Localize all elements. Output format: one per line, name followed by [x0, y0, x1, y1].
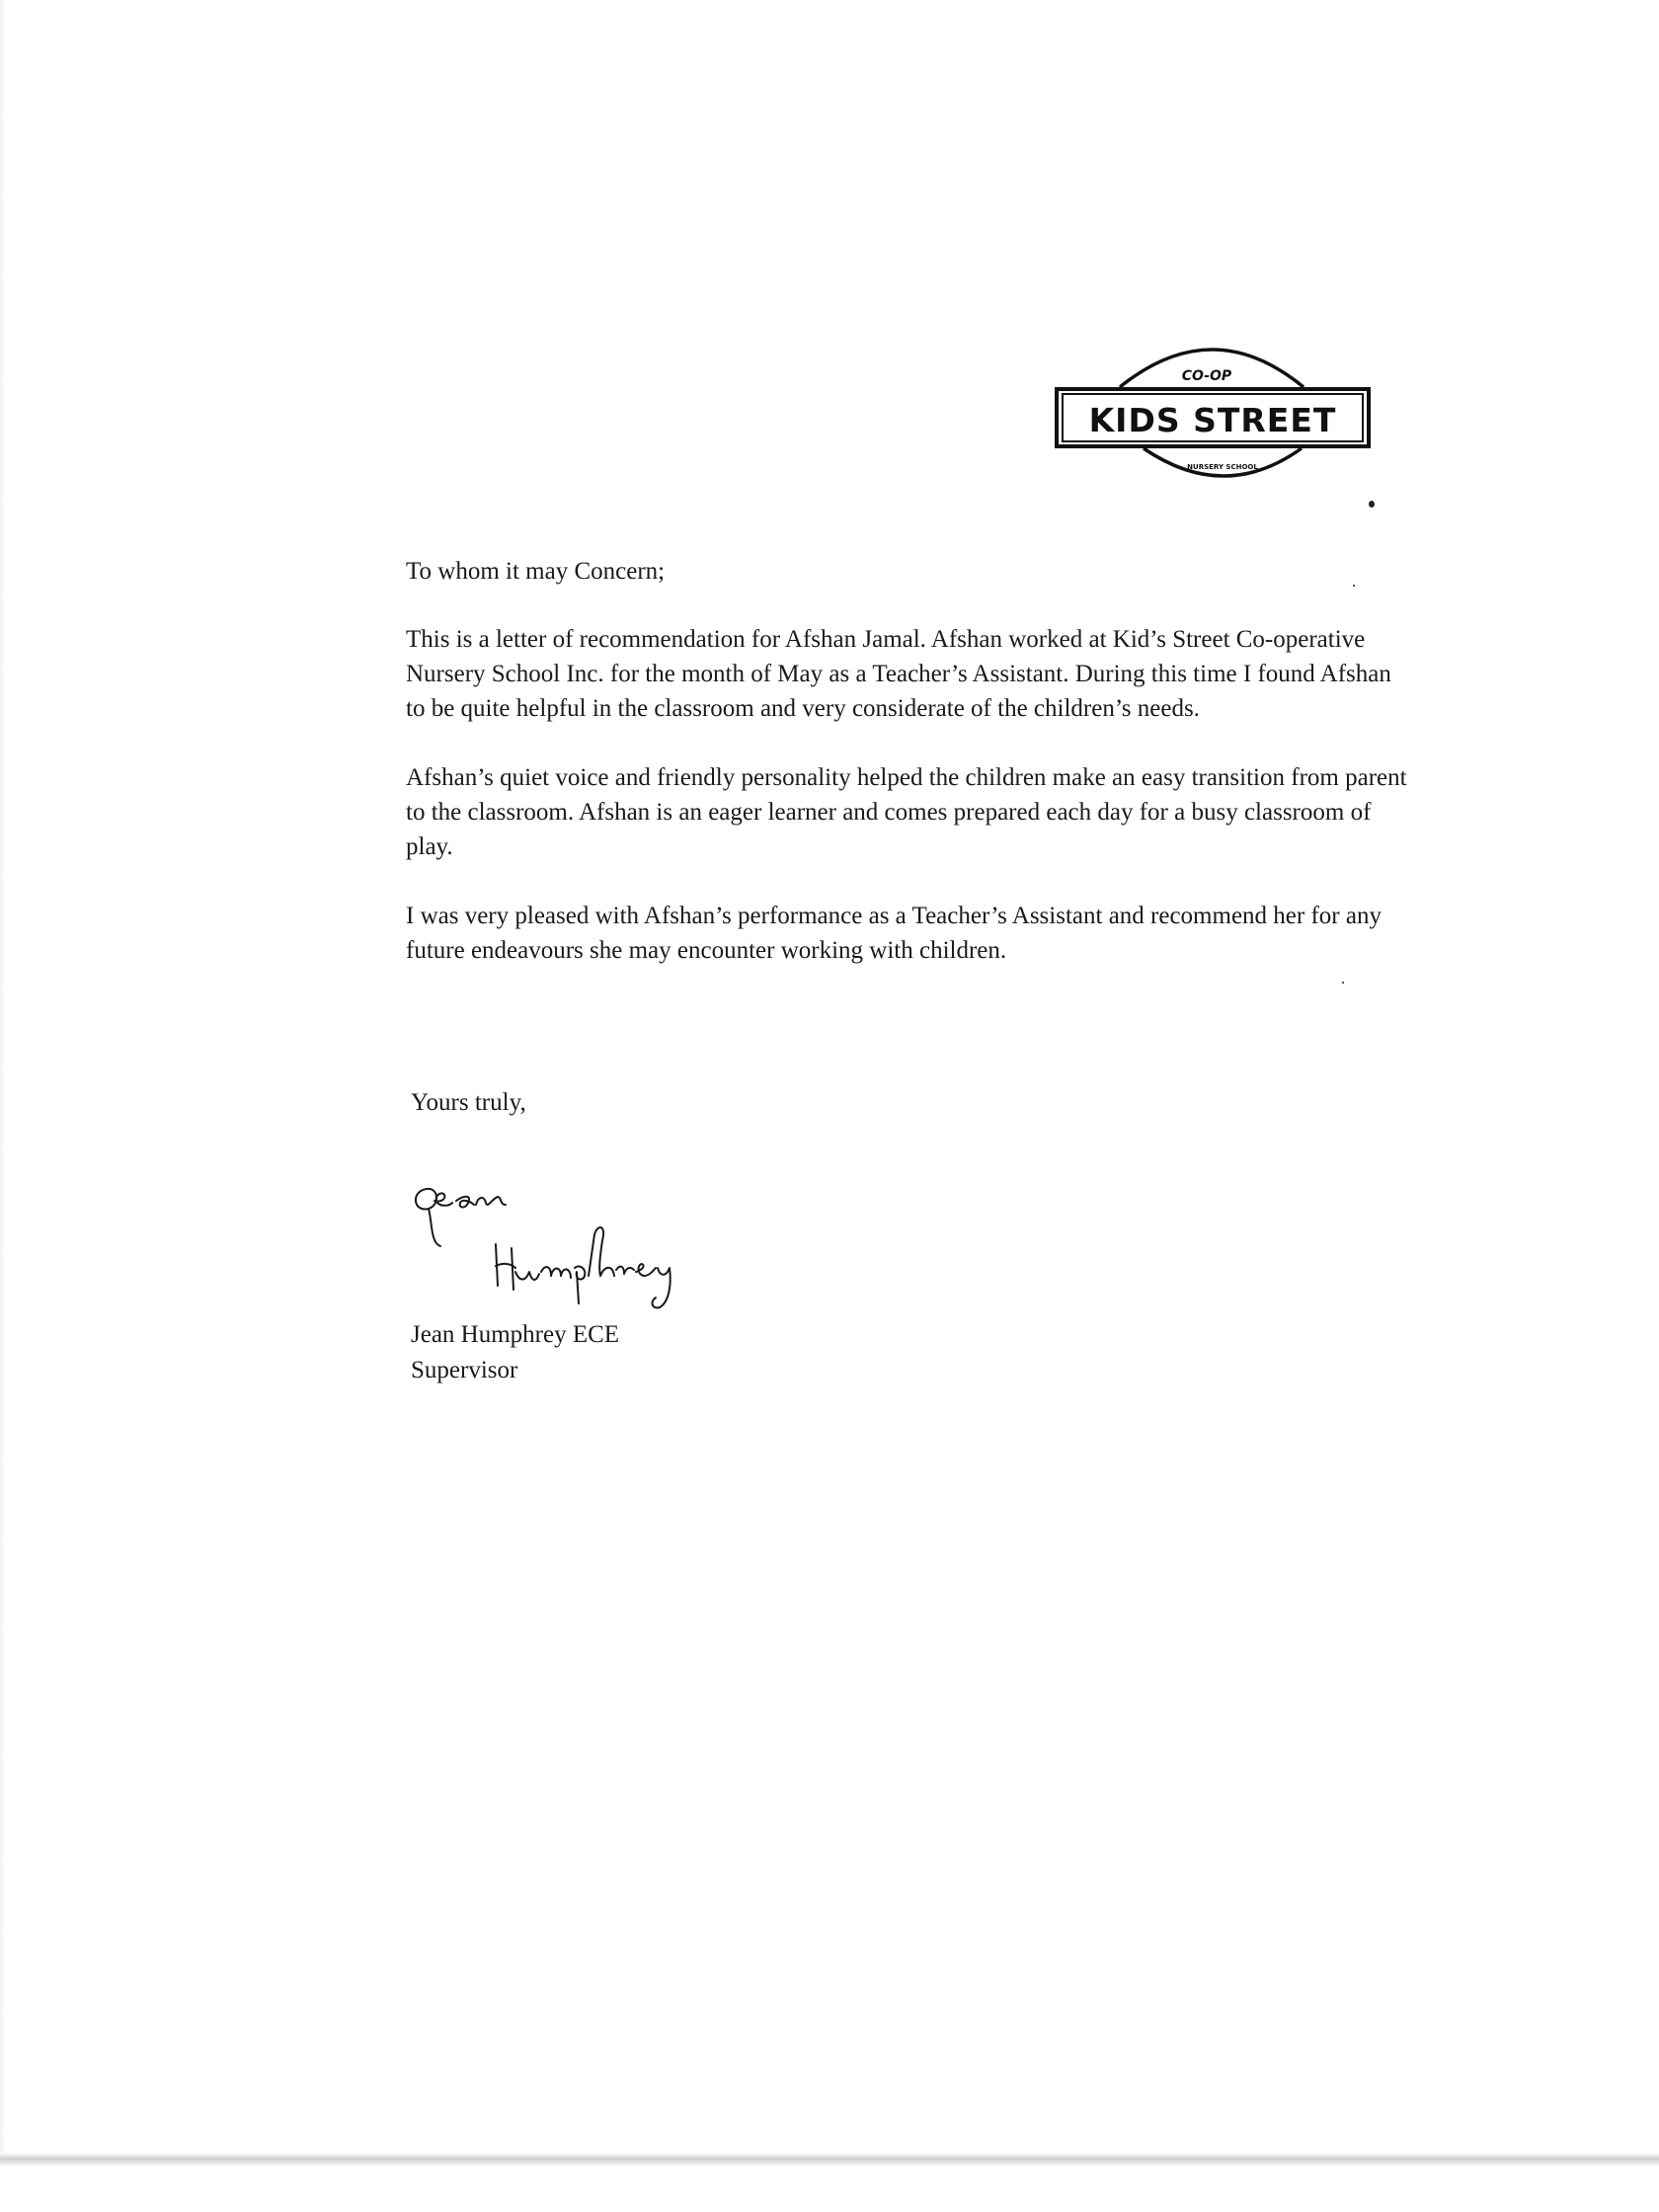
salutation: To whom it may Concern;	[406, 558, 666, 585]
paragraph-introduction: This is a letter of recommendation for Afshan Jamal. Afshan worked at Kid’s Street Co-operative Nursery School Inc. for the month of May as a Teacher’s Assistant. During this time I found Afshan to be quite helpful in the classroom and very considerate of the children’s needs.	[406, 626, 1391, 722]
paragraph-recommendation: I was very pleased with Afshan’s performance as a Teacher’s Assistant and recommend her for any future endeavours she may encounter working with children.	[406, 903, 1382, 964]
logo-main-text: KIDS STREET	[1088, 401, 1337, 439]
signer-block	[411, 1317, 619, 1388]
kids-street-logo	[1055, 346, 1371, 494]
scan-speck	[1369, 501, 1375, 508]
closing: Yours truly,	[411, 1089, 526, 1116]
paragraph-personality: Afshan’s quiet voice and friendly personality helped the children make an easy transition from parent to the classroom. Afshan is an eager learner and comes prepared each day for a busy classroom of play.	[406, 764, 1407, 860]
logo-bottom-text: NURSERY SCHOOL	[1187, 463, 1258, 471]
scan-edge-bottom	[0, 2153, 1659, 2167]
handwritten-signature	[405, 1165, 780, 1313]
letter-body	[406, 554, 1413, 1002]
scan-edge-left	[0, 0, 6, 2163]
logo-top-text: CO-OP	[1181, 368, 1232, 384]
signer-title: Supervisor	[411, 1357, 518, 1383]
signer-name: Jean Humphrey ECE	[411, 1321, 620, 1348]
